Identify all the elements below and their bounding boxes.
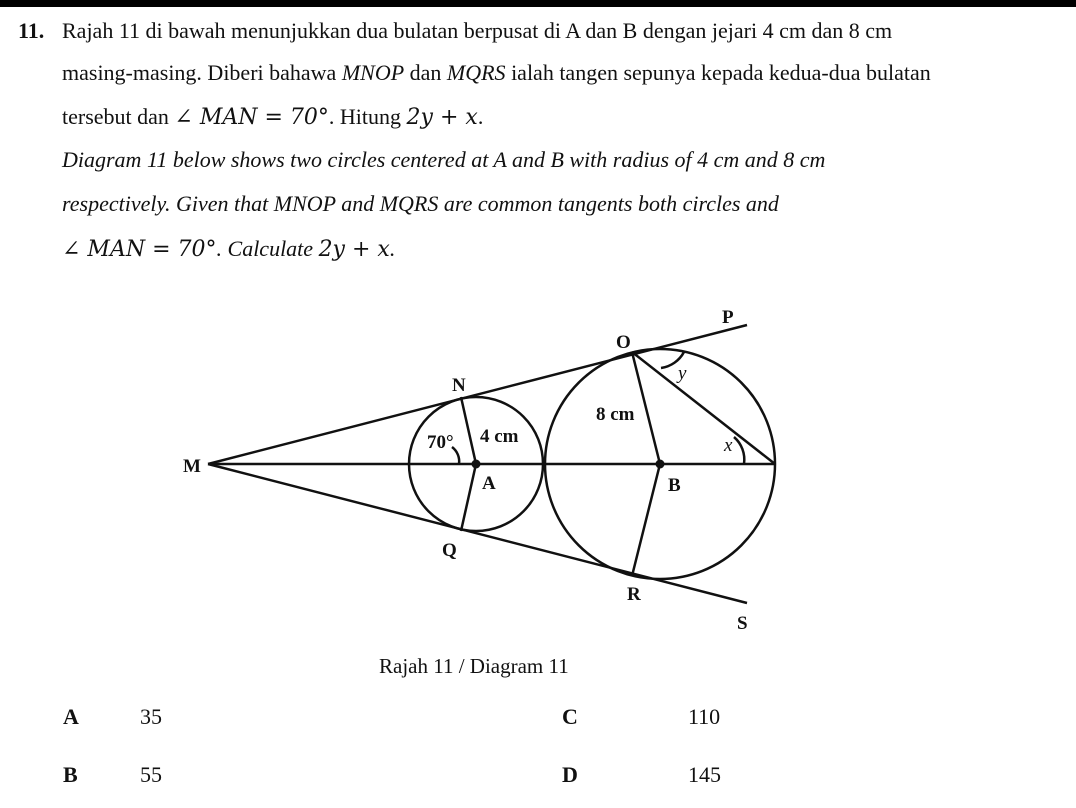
label-y: y [678, 363, 687, 384]
option-a-letter[interactable]: A [63, 704, 79, 729]
label-n: N [452, 375, 466, 396]
question-text-line-4: Diagram 11 below shows two circles centered at A and B with radius of 4 cm and 8 cm [62, 147, 826, 172]
label-p: P [722, 307, 734, 328]
radius-an [461, 397, 476, 464]
caption-text: Rajah 11 / Diagram 11 [379, 654, 569, 678]
label-angle-70: 70° [427, 432, 454, 453]
question-text-line-2 [62, 60, 931, 86]
expression: 2y + x [406, 105, 478, 130]
label-radius-4cm: 4 cm [480, 426, 519, 447]
label-o: O [616, 332, 631, 353]
angle-given: ∠ MAN = 70° [174, 105, 329, 130]
option-b-value[interactable]: 55 [140, 762, 162, 787]
text-segment: masing-masing. Diberi bahawa [62, 60, 342, 85]
label-radius-8cm: 8 cm [596, 404, 635, 425]
question-text-line-5: respectively. Given that MNOP and MQRS are common tangents both circles and [62, 191, 779, 216]
tangent-mqrs: MQRS [446, 60, 506, 85]
radius-bo [632, 352, 660, 464]
text-segment: dan [404, 60, 447, 85]
text-segment: . Hitung [328, 104, 407, 129]
option-a-value[interactable]: 35 [140, 704, 162, 729]
center-point-b [656, 460, 665, 469]
label-s: S [737, 613, 748, 634]
center-point-a [472, 460, 481, 469]
label-q: Q [442, 540, 457, 561]
radius-aq [461, 464, 476, 531]
option-c-letter[interactable]: C [562, 704, 578, 729]
diagram-caption [379, 654, 569, 679]
tangent-mnop: MNOP [341, 60, 405, 85]
question-number: 11. [18, 18, 45, 43]
text-segment: . Calculate [216, 236, 319, 261]
option-c-value[interactable]: 110 [688, 704, 721, 729]
text-segment: . [389, 236, 396, 261]
option-d-letter[interactable]: D [562, 762, 578, 787]
label-m: M [183, 456, 201, 477]
text-segment: tersebut dan [62, 104, 175, 129]
radius-br [632, 464, 660, 576]
angle-given: ∠ MAN = 70° [62, 237, 217, 262]
label-a: A [482, 473, 496, 494]
option-b-letter[interactable]: B [63, 762, 78, 787]
tangent-line-mnop [208, 325, 747, 464]
text-segment: . [477, 104, 484, 129]
top-border [0, 0, 1076, 7]
option-d-value[interactable]: 145 [688, 762, 721, 787]
label-x: x [724, 435, 733, 456]
tangent-line-mqrs [208, 464, 747, 603]
label-b: B [668, 475, 681, 496]
question-text-line-3 [62, 104, 483, 131]
angle-arc-x [734, 437, 744, 464]
question-text-line-6 [62, 236, 395, 263]
expression: 2y + x [318, 237, 390, 262]
text-segment: ialah tangen sepunya kepada kedua-dua bulatan [505, 60, 931, 85]
geometry-diagram [160, 296, 800, 646]
label-r: R [627, 584, 641, 605]
chord-o [632, 352, 775, 464]
question-text-line-1: Rajah 11 di bawah menunjukkan dua bulatan berpusat di A dan B dengan jejari 4 cm dan 8 cm [62, 18, 893, 43]
